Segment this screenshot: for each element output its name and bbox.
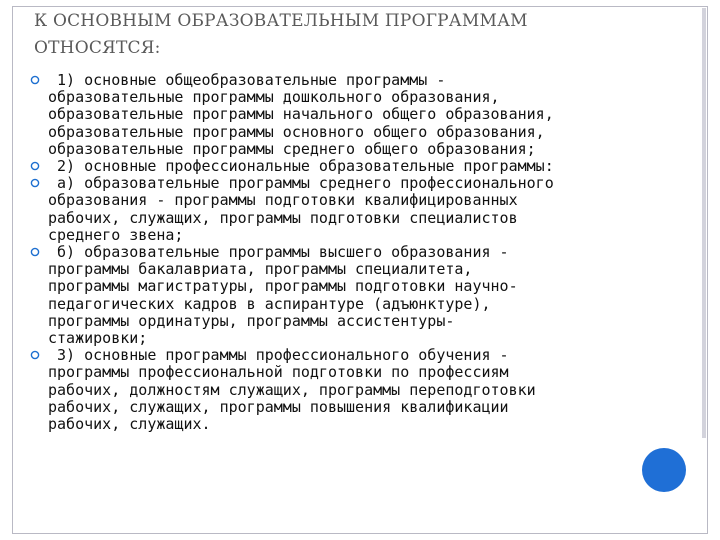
slide-title-line-1: К ОСНОВНЫМ ОБРАЗОВАТЕЛЬНЫМ ПРОГРАММАМ <box>34 11 528 31</box>
list-item-text: 3) основные программы профессионального обучения - программы профессиональной подготовки по профессиям рабочих, должностям служащих, программы переподготовки рабочих, служащих, программы повышения квалификации рабочих, служащих. <box>48 346 536 434</box>
slide-title-line-2: ОТНОСЯТСЯ: <box>34 38 161 58</box>
slide-frame-side-bar <box>702 8 706 438</box>
program-list <box>28 72 678 433</box>
hollow-circle-bullet-icon <box>30 350 40 360</box>
list-item-text: 2) основные профессиональные образовательные программы: <box>48 157 554 176</box>
list-item <box>28 244 678 347</box>
hollow-circle-bullet-icon <box>30 178 40 188</box>
list-item <box>28 72 678 158</box>
list-item-text: а) образовательные программы среднего профессионального образования - программы подготовки квалифицированных рабочих, служащих, программы подготовки специалистов среднего звена; <box>48 174 554 244</box>
list-item-text: б) образовательные программы высшего образования - программы бакалавриата, программы специалитета, программы магистратуры, программы подготовки научно- педагогических кадров в аспирантуре (адъюнктуре), программы ординатуры, программы ассистентуры- стажировки; <box>48 243 518 348</box>
list-item <box>28 175 678 244</box>
list-item <box>28 347 678 433</box>
slide-title <box>34 8 674 62</box>
hollow-circle-bullet-icon <box>30 247 40 257</box>
hollow-circle-bullet-icon <box>30 75 40 85</box>
decorative-blue-circle <box>642 448 686 492</box>
hollow-circle-bullet-icon <box>30 161 40 171</box>
list-item-text: 1) основные общеобразовательные программы - образовательные программы дошкольного образования, образовательные программы начального общего образования, образовательные программы основного общего образования, образовательные программы среднего общего образования; <box>48 71 554 158</box>
list-item <box>28 158 678 175</box>
